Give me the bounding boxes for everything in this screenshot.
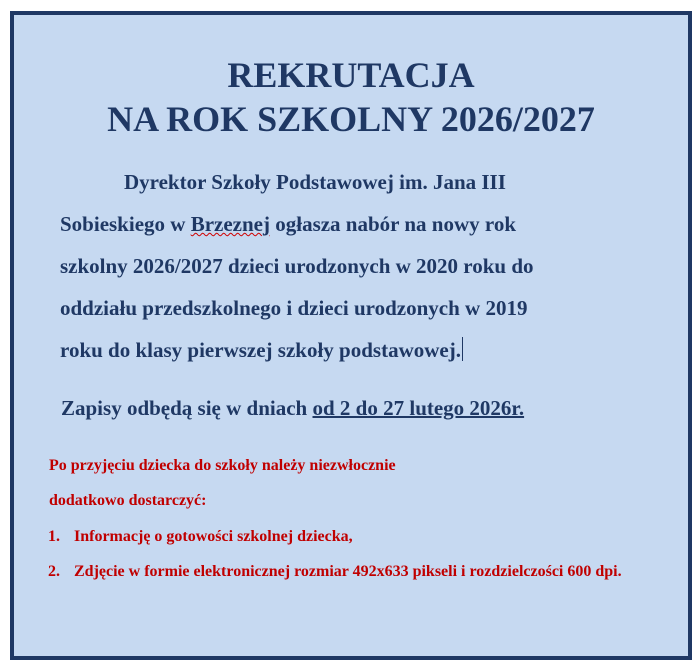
announcement-line-2-end: ogłasza nabór na nowy rok (269, 212, 517, 236)
announcement-line-2-start: Sobieskiego w (60, 212, 191, 236)
announcement-frame (10, 11, 692, 660)
place-name: Brzeznej (190, 212, 270, 236)
enrollment-date-range: od 2 do 27 lutego 2026r. (312, 396, 525, 420)
enrollment-prefix: Zapisy odbędą się w dniach (61, 396, 313, 420)
requirement-text: Zdjęcie w formie elektronicznej rozmiar 492x633 pikseli i rozdzielczości 600 dpi. (74, 563, 622, 580)
title-line-1: REKRUTACJA (227, 55, 475, 95)
announcement-line-1: Dyrektor Szkoły Podstawowej im. Jana III (124, 170, 506, 194)
title-line-2: NA ROK SZKOLNY 2026/2027 (107, 99, 595, 139)
note-line-1: Po przyjęciu dziecka do szkoły należy niezwłocznie (49, 457, 396, 474)
requirement-item (44, 527, 644, 547)
text-cursor (462, 337, 463, 361)
enrollment-dates (61, 393, 661, 423)
requirement-text: Informację o gotowości szkolnej dziecka, (74, 528, 353, 545)
announcement-line-3: szkolny 2026/2027 dzieci urodzonych w 2020 roku do (60, 254, 534, 278)
requirement-number: 1. (48, 528, 60, 545)
announcement-line-2 (60, 203, 660, 245)
requirement-number: 2. (48, 563, 60, 580)
announcement-line-5 (60, 329, 660, 371)
note-line-2: dodatkowo dostarczyć: (49, 492, 207, 509)
announcement-line-4: oddziału przedszkolnego i dzieci urodzonych w 2019 (60, 296, 528, 320)
announcement-line-5-text: roku do klasy pierwszej szkoły podstawowej. (60, 338, 461, 362)
requirements-list (44, 527, 644, 597)
announcement-paragraph (60, 161, 660, 371)
requirement-item (44, 562, 644, 582)
